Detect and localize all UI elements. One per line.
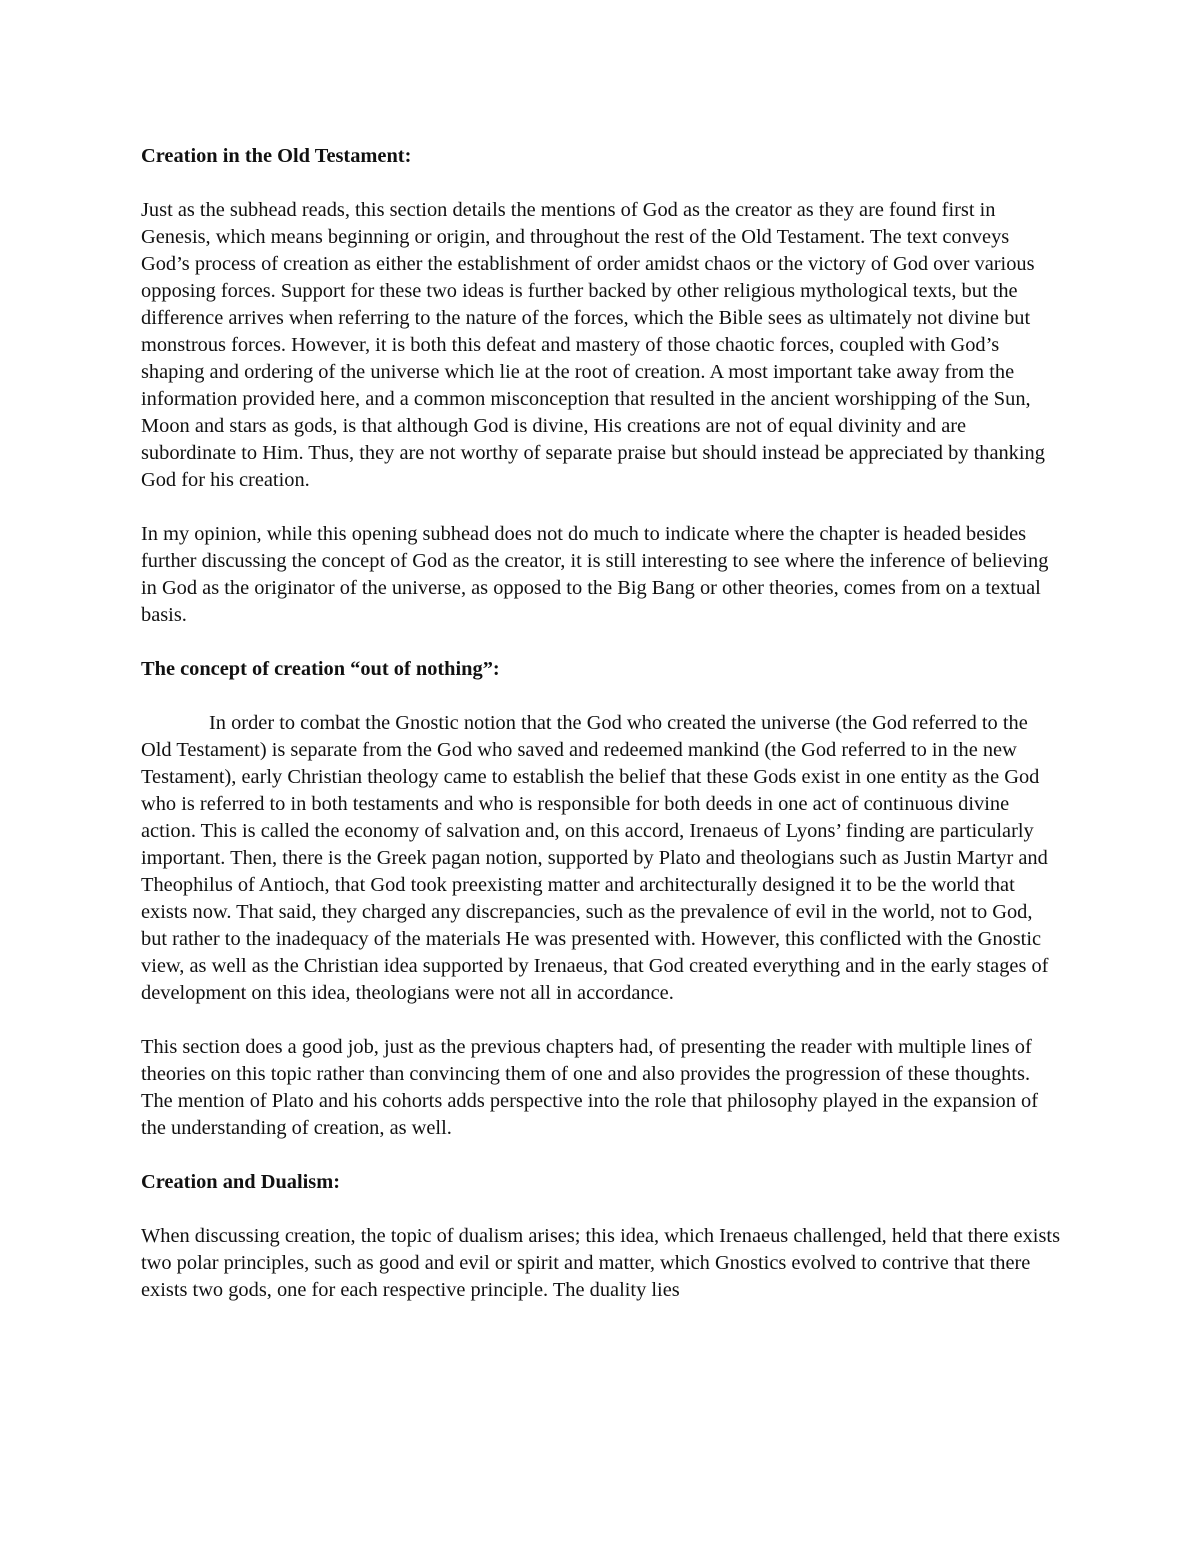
section-heading: Creation in the Old Testament: [141,145,412,167]
section-heading: The concept of creation “out of nothing”: [141,658,500,680]
paragraph: This section does a good job, just as the previous chapters had, of presenting the reader with multiple lines of theories on this topic rather than convincing them of one and also provides the progression of these thoughts. The mention of Plato and his cohorts adds perspective into the role that philosophy played in the expansion of the understanding of creation, as well. [141,1036,1038,1139]
paragraph: When discussing creation, the topic of dualism arises; this idea, which Irenaeus challenged, held that there exists two polar principles, such as good and evil or spirit and matter, which Gnostics evolved to contrive that there exists two gods, one for each respective principle. The duality lies [141,1225,1061,1301]
paragraph: Just as the subhead reads, this section details the mentions of God as the creator as they are found first in Genesis, which means beginning or origin, and throughout the rest of the Old Testament. The text conveys God’s process of creation as either the establishment of order amidst chaos or the victory of God over various opposing forces. Support for these two ideas is further backed by other religious mythological texts, but the difference arrives when referring to the nature of the forces, which the Bible sees as ultimately not divine but monstrous forces. However, it is both this defeat and mastery of those chaotic forces, coupled with God’s shaping and ordering of the universe which lie at the root of creation. A most important take away from the information provided here, and a common misconception that resulted in the ancient worshipping of the Sun, Moon and stars as gods, is that although God is divine, His creations are not of equal divinity and are subordinate to Him. Thus, they are not worthy of separate praise but should instead be appreciated by thanking God for his creation. [141,199,1045,491]
document-body [141,143,1061,1331]
paragraph: In my opinion, while this opening subhead does not do much to indicate where the chapter is headed besides further discussing the concept of God as the creator, it is still interesting to see where the inference of believing in God as the originator of the universe, as opposed to the Big Bang or other theories, comes from on a textual basis. [141,523,1049,626]
paragraph: In order to combat the Gnostic notion that the God who created the universe (the God referred to the Old Testament) is separate from the God who saved and redeemed mankind (the God referred to in the new Testament), early Christian theology came to establish the belief that these Gods exist in one entity as the God who is referred to in both testaments and who is responsible for both deeds in one act of continuous divine action. This is called the economy of salvation and, on this accord, Irenaeus of Lyons’ finding are particularly important. Then, there is the Greek pagan notion, supported by Plato and theologians such as Justin Martyr and Theophilus of Antioch, that God took preexisting matter and architecturally designed it to be the world that exists now. That said, they charged any discrepancies, such as the prevalence of evil in the world, not to God, but rather to the inadequacy of the materials He was presented with. However, this conflicted with the Gnostic view, as well as the Christian idea supported by Irenaeus, that God created everything and in the early stages of development on this idea, theologians were not all in accordance. [141,712,1049,1004]
section-heading: Creation and Dualism: [141,1171,341,1193]
